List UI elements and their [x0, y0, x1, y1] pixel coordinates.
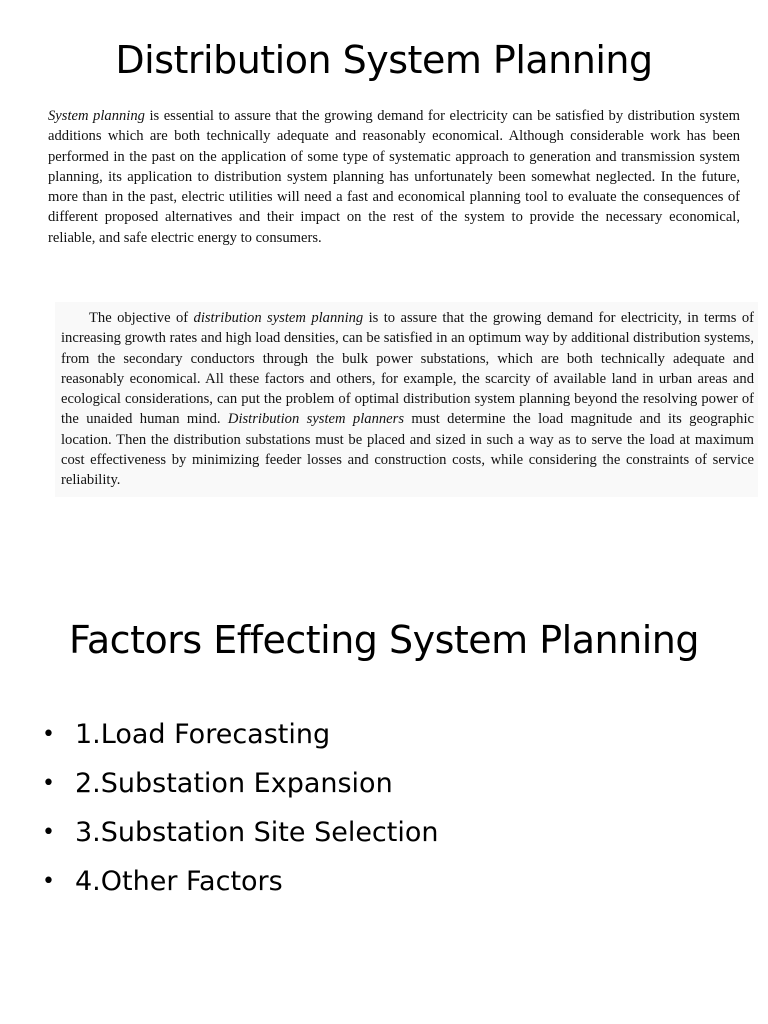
- textbook-excerpt-objective: [55, 302, 758, 497]
- list-item-text: 1.Load Forecasting: [75, 719, 331, 750]
- list-item: [42, 710, 439, 759]
- bullet-icon: •: [42, 869, 55, 894]
- paragraph-intro: The objective of: [89, 310, 194, 326]
- excerpt-paragraph: [48, 106, 740, 248]
- paragraph-text: is essential to assure that the growing demand for electricity can be satisfied by distribution system additions which are both technically adequate and reasonably economical. Although considerable work has been performed in the past on the application of some type of systematic approach to generation and transmission system planning, its application to distribution system planning has unfortunately been somewhat neglected. In the future, more than in the past, electric utilities will need a fast and economical planning tool to evaluate the consequences of different proposed alternatives and their impact on the rest of the system to provide the necessary economical, reliable, and safe electric energy to consumers.: [48, 108, 740, 246]
- bullet-icon: •: [42, 722, 55, 747]
- italic-term: Distribution system planners: [227, 411, 405, 428]
- list-item: [42, 759, 439, 808]
- list-item: [42, 857, 439, 906]
- paragraph-text: must determine the load magnitude and its geographic location. Then the distribution substations must be placed and sized in such a way as to serve the load at maximum cost effectiveness by minimizing feeder losses and construction costs, while considering the constraints of service reliability.: [61, 411, 755, 489]
- slide-title: Distribution System Planning: [115, 38, 653, 82]
- list-item-text: 2.Substation Expansion: [75, 768, 393, 799]
- italic-term: distribution system planning: [193, 310, 364, 326]
- bullet-icon: •: [42, 820, 55, 845]
- italic-term: System planning: [48, 108, 145, 124]
- excerpt-paragraph: [61, 308, 754, 491]
- list-item-text: 4.Other Factors: [75, 866, 283, 897]
- bullet-icon: •: [42, 771, 55, 796]
- list-item-text: 3.Substation Site Selection: [75, 817, 439, 848]
- factors-bullet-list: [42, 710, 439, 906]
- list-item: [42, 808, 439, 857]
- paragraph-text: is to assure that the growing demand for electricity, in terms of increasing growth rates and high load densities, can be satisfied in an optimum way by additional distribution systems, from the secondary conductors through the bulk power substations, which are both technically adequate and reasonably economical. All these factors and others, for example, the scarcity of available land in urban areas and ecological considerations, can put the problem of optimal distribution system planning beyond the resolving power of the unaided human mind.: [61, 310, 755, 428]
- textbook-excerpt-system-planning: [48, 106, 740, 248]
- factors-heading: Factors Effecting System Planning: [69, 618, 699, 662]
